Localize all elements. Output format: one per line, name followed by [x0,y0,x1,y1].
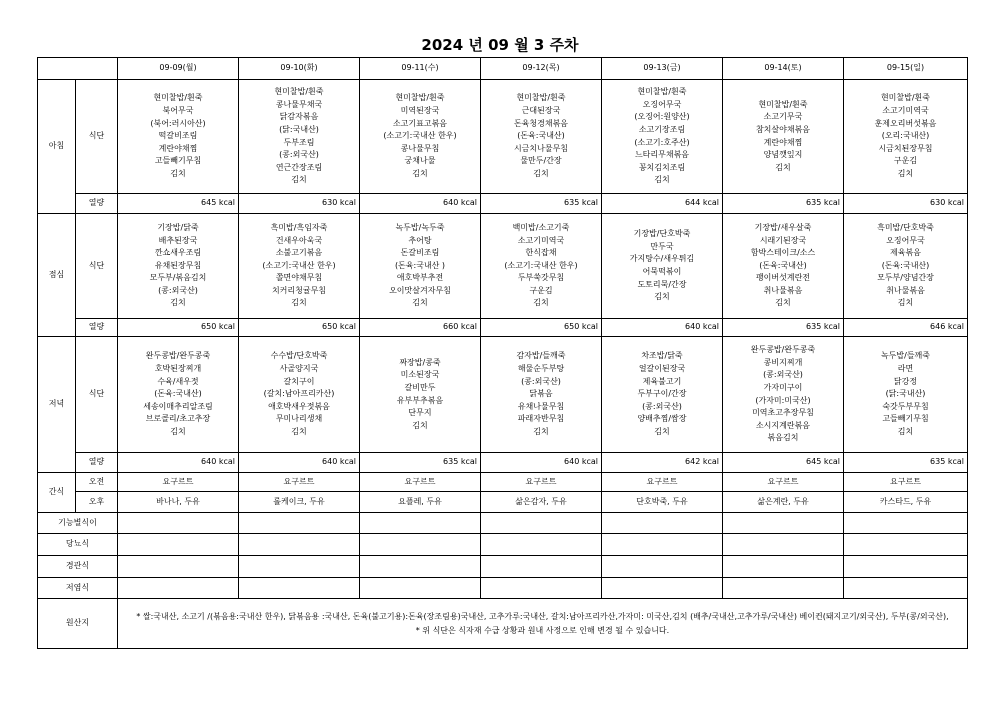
empty-cell [844,513,968,534]
menu-item: 구운김 [893,156,918,166]
menu-item: (돈육:국내산) [154,389,202,399]
menu-item: 김치 [412,168,428,178]
page-title: 2024 년 09 월 3 주차 [421,36,579,54]
menu-item: 김치 [170,298,186,308]
day-header: 09-13(금) [602,58,723,80]
menu-item: 취나물볶음 [763,285,803,295]
empty-cell [602,578,723,599]
menu-item: 단무지 [408,408,432,418]
menu-item: 김치 [533,168,549,178]
menu-item: (콩:외국산) [642,401,682,411]
meal-label-breakfast: 아침 [38,80,76,214]
menu-item: 녹두밥/녹두죽 [395,222,445,232]
menu-item: (소고기:호주산) [634,137,690,147]
kcal-cell: 646 kcal [844,319,968,337]
menu-item: 김치 [412,420,428,430]
snack-cell: 바나나, 두유 [118,492,239,513]
menu-item: 수육/새우젓 [157,376,199,386]
menu-cell [602,337,723,453]
menu-item: 현미찰밥/흰죽 [758,99,808,109]
menu-item: 가지탕수/새우튀김 [629,254,695,264]
menu-item: 현미찰밥/흰죽 [880,93,931,103]
menu-cell [118,80,239,194]
menu-label: 식단 [76,80,118,194]
snack-cell: 삶은감자, 두유 [481,492,602,513]
menu-cell [239,214,360,319]
menu-item: 제육불고기 [642,376,682,386]
menu-item: 궁채나물 [404,156,436,166]
menu-item: (콩:외국산) [158,285,198,295]
menu-item: 한식잡채 [525,248,557,258]
kcal-cell: 650 kcal [239,319,360,337]
menu-cell [360,80,481,194]
empty-cell [844,534,968,556]
kcal-cell: 635 kcal [360,453,481,473]
kcal-cell: 650 kcal [118,319,239,337]
menu-item: 김치 [533,426,549,436]
menu-item: 기장밥/닭죽 [157,222,199,232]
menu-item: (오리:국내산) [881,131,930,141]
snack-cell: 롤케이크, 두유 [239,492,360,513]
kcal-cell: 660 kcal [360,319,481,337]
menu-item: (돈육:국내산) [517,131,565,141]
kcal-cell: 630 kcal [239,194,360,214]
menu-item: 오징어무국 [886,235,925,245]
menu-cell [602,80,723,194]
menu-item: 오징어무국 [642,99,682,109]
menu-item: 김치 [897,298,914,308]
breakfast-kcal-row [38,194,968,214]
low-salt-diet-row [38,578,968,599]
day-header: 09-14(토) [723,58,844,80]
snack-cell: 단호박죽, 두유 [602,492,723,513]
menu-item: 소고기미역국 [517,235,565,245]
kcal-cell: 635 kcal [844,453,968,473]
menu-item: 세송이매추리알조림 [143,401,213,411]
menu-cell [481,214,602,319]
menu-item: 건새우아욱국 [275,235,323,245]
snack-cell: 요구르트 [602,473,723,492]
menu-item: 모두부/양념간장 [877,273,934,283]
menu-item: 물만두/간장 [520,156,562,166]
empty-cell [844,578,968,599]
menu-item: (닭:국내산) [279,124,319,134]
menu-item: 얼갈이된장국 [638,364,686,374]
tube-feeding-row [38,556,968,578]
empty-cell [360,578,481,599]
menu-item: 두부쑥갓무침 [517,273,565,283]
empty-cell [602,513,723,534]
menu-item: 모두부/볶음김치 [149,273,207,283]
origin-row [38,599,968,649]
menu-item: 배추된장국 [158,235,198,245]
menu-item: 취나물볶음 [886,285,925,295]
menu-item: 느타리무채볶음 [634,150,690,160]
snack-cell: 카스타드, 두유 [844,492,968,513]
menu-item: 김치 [897,426,914,436]
menu-item: 짜장밥/콩죽 [399,357,441,367]
menu-item: 김치 [412,298,428,308]
menu-item: 김치 [291,175,307,185]
menu-item: 김치 [775,298,791,308]
menu-item: 현미찰밥/흰죽 [637,87,687,97]
menu-item: 소고기미역국 [882,106,929,116]
diabetic-diet-row [38,534,968,556]
snack-cell: 요구르트 [844,473,968,492]
menu-item: 시금치된장무침 [878,143,933,153]
menu-item: 추어탕 [408,235,432,245]
menu-item: (북어:러시아산) [150,118,206,128]
menu-item: 깐쇼새우조림 [154,248,202,258]
snack-cell: 요구르트 [239,473,360,492]
kcal-cell: 630 kcal [844,194,968,214]
menu-item: 소고기장조림 [638,124,686,134]
menu-cell [239,337,360,453]
empty-cell [602,534,723,556]
menu-item: 현미찰밥/흰죽 [395,93,445,103]
menu-item: 라면 [897,364,914,374]
kcal-cell: 640 kcal [602,319,723,337]
kcal-cell: 642 kcal [602,453,723,473]
tube-feeding-label: 경관식 [38,556,118,578]
menu-item: 팽이버섯계란전 [755,273,811,283]
menu-cell [723,80,844,194]
menu-cell [602,214,723,319]
menu-item: 어묵떡볶이 [642,267,682,276]
menu-item: 차조밥/닭죽 [641,351,683,361]
empty-cell [481,578,602,599]
kcal-cell: 635 kcal [481,194,602,214]
day-header: 09-11(수) [360,58,481,80]
origin-label: 원산지 [38,599,118,649]
menu-item: 현미찰밥/흰죽 [516,93,566,103]
menu-item: 제육볶음 [890,248,921,258]
menu-item: 돈육청경채볶음 [513,118,569,128]
menu-item: (소고기:국내산 한우) [262,260,336,270]
menu-item: (돈육:국내산 ) [394,260,446,270]
menu-item: 김치 [897,168,914,178]
menu-item: 치커리청귤무침 [271,285,327,295]
menu-cell [360,337,481,453]
menu-cell [844,80,968,194]
low-salt-diet-label: 저염식 [38,578,118,599]
menu-item: 소시지계란볶음 [755,420,811,430]
menu-item: 미역된장국 [400,106,440,116]
menu-item: 닭강정 [893,376,918,386]
empty-cell [481,556,602,578]
empty-cell [360,556,481,578]
menu-item: (소고기:국내산 한우) [383,131,457,141]
menu-item: 갈치구이 [283,376,315,386]
kcal-cell: 635 kcal [723,194,844,214]
snack-cell: 요구르트 [360,473,481,492]
lunch-menu-row [38,214,968,319]
menu-item: (닭:국내산) [885,389,926,399]
snack-cell: 요구르트 [481,473,602,492]
menu-cell [239,80,360,194]
origin-notes [118,599,968,649]
menu-item: 시래기된장국 [759,235,807,245]
menu-item: 유채된장무침 [154,260,202,270]
empty-cell [118,578,239,599]
empty-cell [360,513,481,534]
menu-item: 해물순두부탕 [517,364,565,374]
menu-item: 훈제오리버섯볶음 [874,118,937,128]
menu-item: 김치 [291,426,307,436]
menu-item: 미소된장국 [400,370,440,380]
empty-cell [118,534,239,556]
menu-item: 사골양지국 [279,364,319,374]
empty-cell [239,513,360,534]
menu-item: 떡갈비조림 [158,131,198,141]
menu-item: (가자미:미국산) [755,395,811,405]
menu-item: 흑미밥/흑임자죽 [270,222,328,232]
snack-am-label: 오전 [76,473,118,492]
kcal-cell: 635 kcal [723,319,844,337]
menu-item: 근대된장국 [521,106,561,116]
menu-item: 쫄면야채무침 [275,273,323,283]
disclaimer-note-line: * 위 식단은 식자재 수급 상황과 원내 사정으로 인해 변경 될 수 있습니다. [415,625,670,635]
menu-item: 호박된장찌개 [154,364,202,374]
menu-item: 갈비만두 [404,382,436,392]
meal-label-dinner: 저녁 [38,337,76,473]
menu-item: 기장밥/단호박죽 [633,229,691,239]
menu-item: 흑미밥/단호박죽 [877,222,934,232]
kcal-label: 열량 [76,319,118,337]
menu-item: 애호박새우젓볶음 [268,401,330,411]
menu-item: (갈치:남아프리카산) [263,389,335,399]
kcal-label: 열량 [76,194,118,214]
menu-item: 계란야채찜 [763,137,803,147]
header-row [38,58,968,80]
empty-cell [844,556,968,578]
menu-cell [118,214,239,319]
menu-item: 돈갈비조림 [400,248,440,258]
menu-item: 구운김 [529,285,553,295]
menu-cell [360,214,481,319]
snack-cell: 요구르트 [118,473,239,492]
menu-item: 만두국 [650,241,674,251]
menu-cell [844,337,968,453]
day-header: 09-09(월) [118,58,239,80]
snack-cell: 요플레, 두유 [360,492,481,513]
diabetic-diet-label: 당뇨식 [38,534,118,556]
breakfast-menu-row [38,80,968,194]
menu-item: 현미찰밥/흰죽 [153,93,203,103]
menu-item: 양배추찜/쌈장 [637,414,687,424]
empty-cell [602,556,723,578]
kcal-cell: 650 kcal [481,319,602,337]
menu-item: 감자밥/들깨죽 [516,351,566,361]
menu-item: 유부부추볶음 [396,395,444,405]
menu-item: 두부조림 [283,137,315,147]
menu-item: 계란야채찜 [158,143,198,153]
menu-item: 김치 [775,162,791,172]
menu-item: 미역초고추장무침 [752,408,814,418]
corner-cell [38,58,118,80]
menu-item: 백미밥/소고기죽 [512,222,570,232]
menu-item: (돈육:국내산) [881,260,930,270]
menu-item: 완두콩밥/완두콩죽 [750,345,816,355]
menu-item: 숙갓두부무침 [882,401,929,411]
menu-item: 오이맛살겨자무침 [389,285,451,295]
menu-item: 소불고기볶음 [275,248,323,258]
menu-item: 파래자반무침 [517,414,565,424]
menu-item: 기장밥/새우살죽 [754,222,812,232]
menu-item: (오징어:원양산) [634,112,690,122]
menu-item: 김치 [170,168,186,178]
menu-item: 두부구이/간장 [637,389,687,399]
snack-am-row [38,473,968,492]
menu-item: (콩:외국산) [279,150,319,160]
snack-cell: 삶은계란, 두유 [723,492,844,513]
menu-item: 북어무국 [162,106,194,116]
menu-cell [844,214,968,319]
menu-cell [723,214,844,319]
menu-item: 김치 [291,298,307,308]
dinner-kcal-row [38,453,968,473]
menu-item: 함박스테이크/소스 [750,248,816,258]
menu-item: 콩나물무침 [400,143,440,153]
menu-label: 식단 [76,214,118,319]
menu-item: 브로콜리/초고추장 [145,414,211,424]
meal-label-lunch: 점심 [38,214,76,337]
meal-label-snack: 간식 [38,473,76,513]
weekly-menu-table [37,57,968,649]
empty-cell [723,513,844,534]
menu-item: 김치 [654,175,670,185]
menu-item: 콩비지찌개 [763,357,803,367]
menu-item: 고들빼기무침 [154,156,202,166]
menu-item: 콩나물무채국 [275,99,323,109]
menu-item: 닭감자볶음 [279,112,319,122]
empty-cell [723,534,844,556]
menu-item: 꽁치김치조림 [638,162,686,172]
menu-item: 연근간장조림 [275,162,323,172]
menu-item: 유채나물무침 [517,401,565,411]
menu-item: 시금치나물무침 [513,143,569,153]
empty-cell [723,556,844,578]
menu-cell [118,337,239,453]
snack-pm-row [38,492,968,513]
kcal-cell: 640 kcal [118,453,239,473]
empty-cell [118,513,239,534]
menu-item: 수수밥/단호박죽 [270,351,328,361]
menu-item: 김치 [533,298,549,308]
snack-pm-label: 오후 [76,492,118,513]
dinner-menu-row [38,337,968,453]
empty-cell [723,578,844,599]
menu-item: (소고기:국내산 한우) [504,260,578,270]
menu-item: 애호박부추전 [396,273,444,283]
menu-item: (돈육:국내산) [759,260,807,270]
menu-item: 무미나리생채 [275,414,323,424]
day-header: 09-12(목) [481,58,602,80]
menu-cell [723,337,844,453]
menu-item: 소고기표고볶음 [392,118,448,128]
menu-item: 도토리묵/간장 [637,279,687,289]
empty-cell [118,556,239,578]
functional-diet-row [38,513,968,534]
menu-item: 김치 [654,292,670,302]
kcal-label: 열량 [76,453,118,473]
menu-item: 김치 [654,426,670,436]
origin-note-line: * 쌀:국내산, 소고기 /(볶음용:국내산 한우), 닭볶음용 :국내산, 돈육(불고기용):돈육(장조림용)국내산, 고추가루:국내산, 갈치:남아프리카산,가자미: 미국산,김치 (배추/국내산,고추가루/국내산) 베이컨(돼지고기/외국산), 두부(콩/외국산), [136,611,949,621]
snack-cell: 요구르트 [723,473,844,492]
kcal-cell: 645 kcal [723,453,844,473]
kcal-cell: 640 kcal [360,194,481,214]
menu-item: 볶음김치 [767,433,799,443]
empty-cell [239,534,360,556]
menu-label: 식단 [76,337,118,453]
menu-item: 현미찰밥/흰죽 [274,87,324,97]
day-header: 09-15(일) [844,58,968,80]
menu-item: 녹두밥/들깨죽 [880,351,931,361]
kcal-cell: 640 kcal [481,453,602,473]
empty-cell [481,534,602,556]
empty-cell [481,513,602,534]
menu-item: (콩:외국산) [763,370,803,380]
functional-diet-label: 기능별식이 [38,513,118,534]
kcal-cell: 640 kcal [239,453,360,473]
kcal-cell: 645 kcal [118,194,239,214]
lunch-kcal-row [38,319,968,337]
empty-cell [360,534,481,556]
menu-cell [481,80,602,194]
day-header: 09-10(화) [239,58,360,80]
menu-item: 김치 [170,426,186,436]
menu-item: 고들빼기무침 [882,414,929,424]
menu-item: (콩:외국산) [521,376,561,386]
menu-item: 참치살야채볶음 [755,124,811,134]
kcal-cell: 644 kcal [602,194,723,214]
menu-item: 양념깻잎지 [763,150,803,160]
menu-cell [481,337,602,453]
menu-item: 소고기무국 [763,112,803,122]
menu-item: 완두콩밥/완두콩죽 [145,351,211,361]
menu-item: 가자미구이 [763,382,803,392]
empty-cell [239,578,360,599]
menu-item: 닭볶음 [529,389,553,399]
empty-cell [239,556,360,578]
